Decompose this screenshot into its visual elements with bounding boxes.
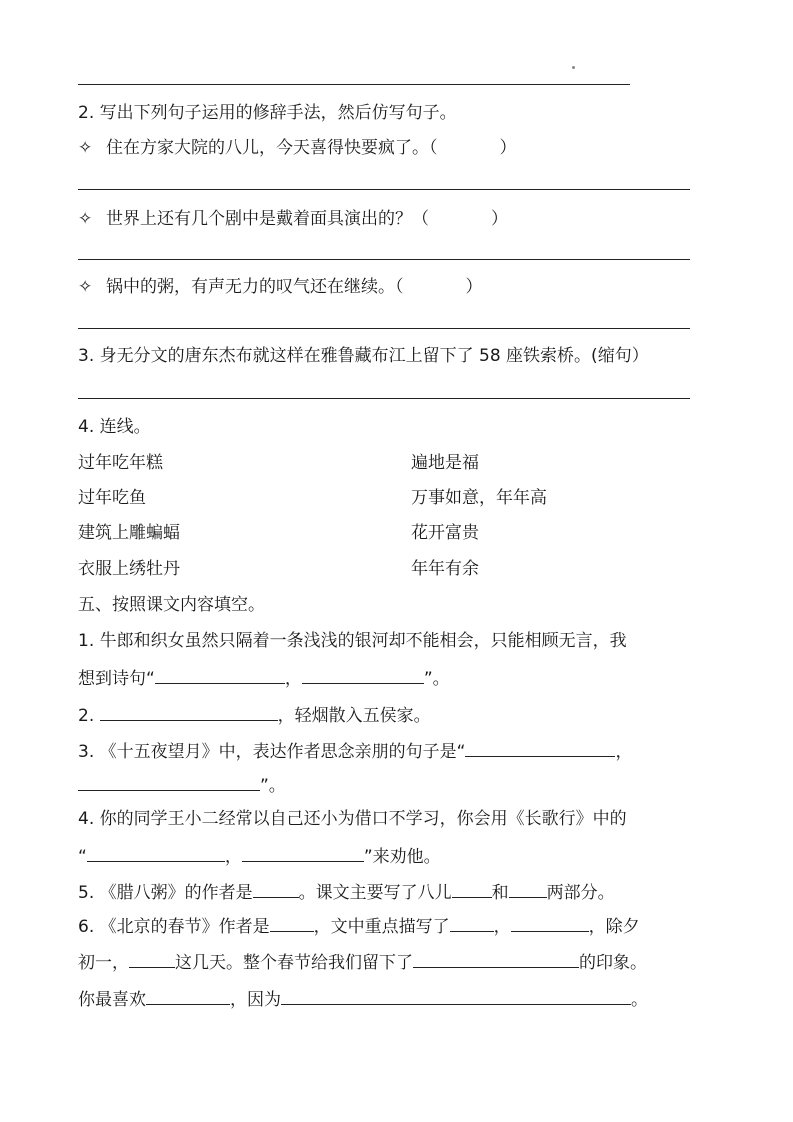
sparkle-icon: ✧: [78, 138, 93, 158]
q2-item-text: 锅中的粥，有声无力的叹气还在继续。（: [106, 277, 404, 297]
match-right-item[interactable]: 花开富贵: [411, 523, 479, 543]
section-5-title: 五、按照课文内容填空。: [78, 595, 265, 615]
q2-title: 2. 写出下列句子运用的修辞手法，然后仿写句子。: [78, 103, 457, 123]
match-left-item[interactable]: 衣服上绣牡丹: [78, 559, 180, 579]
fill-blank[interactable]: [450, 913, 494, 932]
s5-q3-line2: ”。: [78, 772, 286, 797]
s5-q4-line2: “ ， ”来劝他。: [78, 843, 441, 868]
q4-title: 4. 连线。: [78, 417, 151, 437]
q3-text: 3. 身无分文的唐东杰布就这样在雅鲁藏布江上留下了 58 座铁索桥。(缩句）: [78, 346, 649, 366]
q2-item-3: ✧ 锅中的粥，有声无力的叹气还在继续。（ ）: [78, 277, 483, 297]
s5-q6-line2: 初一， 这几天。整个春节给我们留下了 的印象。: [78, 949, 647, 974]
answer-line[interactable]: [78, 259, 690, 260]
fill-blank[interactable]: [78, 772, 260, 791]
q2-item-1: ✧ 住在方家大院的八儿，今天喜得快要疯了。（ ）: [78, 138, 517, 158]
fill-blank[interactable]: [511, 913, 589, 932]
answer-line[interactable]: [78, 398, 690, 399]
match-left-item[interactable]: 建筑上雕蝙蝠: [78, 523, 180, 543]
s5-q4-line1: 4. 你的同学王小二经常以自己还小为借口不学习，你会用《长歌行》中的: [78, 809, 627, 829]
s5-q5: 5. 《腊八粥》的作者是 。课文主要写了八儿 和 两部分。: [78, 879, 615, 904]
match-right-item[interactable]: 年年有余: [411, 559, 479, 579]
answer-line[interactable]: [78, 84, 630, 85]
fill-blank[interactable]: [253, 879, 299, 898]
fill-blank[interactable]: [87, 843, 225, 862]
answer-line[interactable]: [78, 328, 690, 329]
sparkle-icon: ✧: [78, 209, 93, 229]
fill-blank[interactable]: [302, 665, 424, 684]
fill-blank[interactable]: [100, 702, 278, 721]
fill-blank[interactable]: [155, 665, 285, 684]
q2-item-text: 世界上还有几个剧中是戴着面具演出的？（: [106, 209, 429, 229]
match-left-item[interactable]: 过年吃鱼: [78, 488, 146, 508]
scan-speck: [572, 66, 575, 69]
fill-blank[interactable]: [129, 949, 175, 968]
s5-q6-line3: 你最喜欢 ，因为 。: [78, 986, 648, 1011]
fill-blank[interactable]: [242, 843, 364, 862]
q2-item-2: ✧ 世界上还有几个剧中是戴着面具演出的？（ ）: [78, 209, 508, 229]
s5-q3-line1: 3. 《十五夜望月》中，表达作者思念亲朋的句子是“ ，: [78, 738, 632, 763]
s5-q1-line1: 1. 牛郎和织女虽然只隔着一条浅浅的银河却不能相会，只能相顾无言，我: [78, 631, 627, 651]
match-right-item[interactable]: 万事如意，年年高: [411, 488, 547, 508]
fill-blank[interactable]: [270, 913, 314, 932]
s5-q1-line2: 想到诗句“ ， ”。: [78, 665, 450, 690]
fill-blank[interactable]: [465, 738, 615, 757]
match-left-item[interactable]: 过年吃年糕: [78, 453, 163, 473]
fill-blank[interactable]: [413, 949, 579, 968]
sparkle-icon: ✧: [78, 277, 93, 297]
fill-blank[interactable]: [452, 879, 492, 898]
match-right-item[interactable]: 遍地是福: [411, 453, 479, 473]
s5-q6-line1: 6. 《北京的春节》作者是 ，文中重点描写了 ， ，除夕: [78, 913, 640, 938]
fill-blank[interactable]: [509, 879, 547, 898]
s5-q2: 2. ，轻烟散入五侯家。: [78, 702, 431, 727]
answer-line[interactable]: [78, 189, 690, 190]
fill-blank[interactable]: [281, 986, 631, 1005]
fill-blank[interactable]: [146, 986, 230, 1005]
q2-item-text: 住在方家大院的八儿，今天喜得快要疯了。（: [106, 138, 438, 158]
